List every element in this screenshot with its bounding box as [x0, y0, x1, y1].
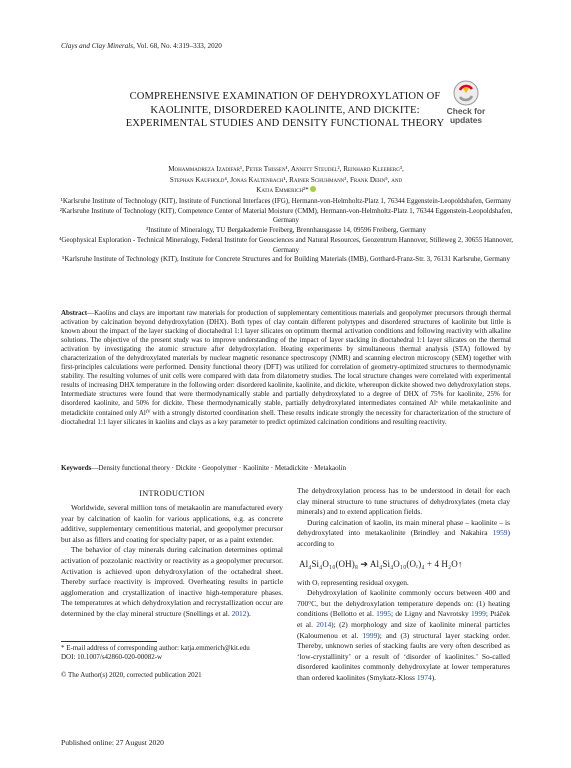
- keywords-text: —Density functional theory · Dickite · Geopolymer · Kaolinite · Metadickite · Metakaolin: [91, 464, 346, 472]
- badge-line-1: Check for: [446, 106, 486, 116]
- p3-text-c: ; Ptáček et al.: [297, 609, 510, 629]
- copyright-notice: © The Author(s) 2020, corrected publication 2021: [61, 671, 202, 679]
- affiliation-3: ³Institute of Mineralogy, TU Bergakademie Freiberg, Brennhausgasse 14, 09596 Freiberg, Germany: [146, 226, 426, 235]
- citation-link[interactable]: 2012: [231, 608, 247, 618]
- article-title: COMPREHENSIVE EXAMINATION OF DEHYDROXYLATION OF KAOLINITE, DISORDERED KAOLINITE, AND DICKITE: EXPERIMENTAL STUDIES AND DENSITY FUNCTIONAL THEORY: [125, 91, 445, 130]
- citation-link[interactable]: 1999: [470, 609, 486, 619]
- residual-oxygen-note: with Oᵣ representing residual oxygen.: [297, 577, 409, 587]
- authors-line-2: Stephan Kaufhold⁴, Jonas Kaltenbach¹, Rainer Schuhmann², Frank Dehn⁵, and: [169, 175, 403, 184]
- p3-text-b: ; de Ligny and Navrotsky: [391, 609, 471, 619]
- journal-name: Clays and Clay Minerals: [61, 42, 134, 50]
- affiliation-5: ⁵Karlsruhe Institute of Technology (KIT), Institute for Concrete Structures and for Building Materials (IMB), Gotthard-Franz-Str. 3, 76131 Karlsruhe, Germany: [62, 255, 510, 264]
- para2-end: ).: [246, 608, 251, 618]
- p3-text-e: ); and (3) structural layer stacking order. Thereby, unknown series of stacking faults are very often described as ‘low-crystallinity’ or a result of ‘disorder of kaolinites.’ So-called disordered kaolinites commonly dehydroxylate at lower temperatures than ordered kaolinites (Smykatz-Kloss: [297, 630, 510, 682]
- intro-paragraph-2: [61, 545, 283, 619]
- abstract-text: —Kaolins and clays are important raw materials for production of supplementary cementitious materials and geopolymer precursors through thermal activation by calcination beyond dehydroxylation (DHX). Both types of clay contain different polytypes and disordered structures of kaolinite but little is known about the impact of the layer stacking of dioctahedral 1:1 layer silicates on optimum thermal activation conditions and following reactivity with alkaline solutions. The objective of the present study was to improve understanding of the impact of layer stacking in dioctahedral 1:1 layer silicates on the thermal activation by investigating the atomic structure after dehydroxylation. Heating experiments by simultaneous thermal analysis (STA) followed by characterization of the dehydroxylated materials by nuclear magnetic resonance spectroscopy (NMR) and scanning electron microscopy (SEM) together with first-principles calculations were performed. Density functional theory (DFT) was utilized for correlation of geometry-optimized structures to thermodynamic stability. The resulting volumes of unit cells were compared with data from dilatometry studies. The local structure changes were correlated with experimental results of increasing DHX temperature in the following order: disordered kaolinite, kaolinite, and dickite, whereupon dickite showed two dehydroxylation steps. Intermediate structures were found that were thermodynamically stable and partially dehydroxylated to a degree of DHX of 75% for kaolinite, 25% for disordered kaolinite, and 50% for dickite. These thermodynamically stable, partially dehydroxylated intermediates contained Alᵛ while metakaolinite and metadickite contained only Alᴵⱽ with a strongly distorted coordination shell. These results indicate strongly the necessity for characterization of the structure of dioctahedral 1:1 layer silicates in kaolins and clays as a key parameter to predict optimized calcination conditions and resulting reactivity.: [61, 309, 511, 426]
- journal-volume: , Vol. 68, No. 4:319–333, 2020: [133, 42, 222, 50]
- author-list: [80, 164, 492, 196]
- keywords-label: Keywords: [61, 464, 92, 472]
- check-updates-icon: [453, 80, 479, 106]
- para2-text: The behavior of clay minerals during calcination determines optimal activation of pozzolanic reactivity or reactivity as a geopolymer precursor. Activation is achieved upon dehydroxylation of the octahedral sheet. Thereby surface reactivity is improved. Overheating results in particle agglomeration and crystallization of inactive high-temperature phases. The temperatures at which dehydroxylation and recrystallization occur are determined by the clay mineral structure (Snellings et al.: [61, 545, 283, 618]
- citation-link[interactable]: 1995: [376, 609, 391, 619]
- badge-line-2: updates: [449, 114, 483, 125]
- abstract: [61, 309, 511, 427]
- doi[interactable]: DOI: 10.1007/s42860-020-00082-w: [61, 653, 163, 662]
- footnote-divider: [61, 641, 157, 642]
- left-column: [61, 486, 283, 620]
- affiliation-2: ²Karlsruhe Institute of Technology (KIT), Competence Center of Material Moisture (CMM), Hermann-von-Helmholtz-Platz 1, 76344 Eggenstein-Leopoldshafen, Germany: [59, 206, 513, 225]
- right-p2-end: ) according to: [297, 528, 510, 548]
- p3-text-f: ).: [431, 672, 437, 682]
- dehydroxylation-equation: Al₄Si₄O₁₀(OH)₈ ➔ Al₄Si₄O₁₀(Oᵣ)₄ + 4 H₂O↑: [299, 558, 463, 569]
- affiliation-1: ¹Karlsruhe Institute of Technology (KIT), Institute of Functional Interfaces (IFG), Hermann-von-Helmholtz-Platz 1, 76344 Eggenstein-Leopoldshafen, Germany: [60, 197, 512, 205]
- abstract-label: Abstract: [61, 309, 88, 317]
- citation-link[interactable]: 1974: [416, 672, 432, 682]
- affiliations: [58, 197, 514, 265]
- right-column: [297, 486, 510, 684]
- citation-link[interactable]: 2014: [316, 619, 332, 629]
- authors-line-3: Katja Emmerich²*: [256, 186, 309, 195]
- footnote: [61, 644, 283, 663]
- section-heading-introduction: INTRODUCTION: [139, 489, 205, 498]
- right-paragraph-3: [297, 588, 510, 683]
- published-date: Published online: 27 August 2020: [61, 738, 164, 747]
- p3-text-a: Dehydroxylation of kaolinite commonly occurs between 400 and 700°C, but the dehydroxylation temperature depends on: (1) heating conditions (Bellotto et al.: [297, 588, 510, 619]
- keywords: [61, 464, 511, 473]
- right-paragraph-1: The dehydroxylation process has to be understood in detail for each clay mineral structure to tune structures of dehydroxylates (meta clay minerals) and to extend application fields.: [297, 486, 510, 517]
- p3-text-d: ); (2) morphology and size of kaolinite mineral particles (Kaloumenou et al.: [297, 619, 510, 640]
- citation-link[interactable]: 1999: [362, 630, 378, 640]
- right-paragraph-2: [297, 518, 510, 550]
- corresponding-email[interactable]: * E-mail address of corresponding author: katja.emmerich@kit.edu: [61, 644, 250, 652]
- orcid-icon[interactable]: [310, 186, 316, 192]
- authors-line-1: Mohammadreza Izadifar¹, Peter Thissen¹, Annett Steudel², Reinhard Kleeberg³,: [168, 165, 404, 173]
- affiliation-4: ⁴Geophysical Exploration - Technical Mineralogy, Federal Institute for Geosciences and Natural Resources, Geozentrum Hannover, Stilleweg 2, 30655 Hannover, Germany: [58, 235, 514, 254]
- journal-header: [61, 42, 222, 50]
- citation-link[interactable]: 1959: [492, 528, 508, 538]
- right-p2-text: During calcination of kaolin, its main mineral phase – kaolinite – is dehydroxylated into metakaolinite (Brindley and Nakahira: [297, 517, 510, 538]
- intro-paragraph-1: Worldwide, several million tons of metakaolin are manufactured every year by calcination of kaolin for various applications, e.g. as concrete additive, supplementary cementitious material, and geopolymer precursor but also as fillers and coating for specialty paper, or as a paint extender.: [61, 503, 283, 544]
